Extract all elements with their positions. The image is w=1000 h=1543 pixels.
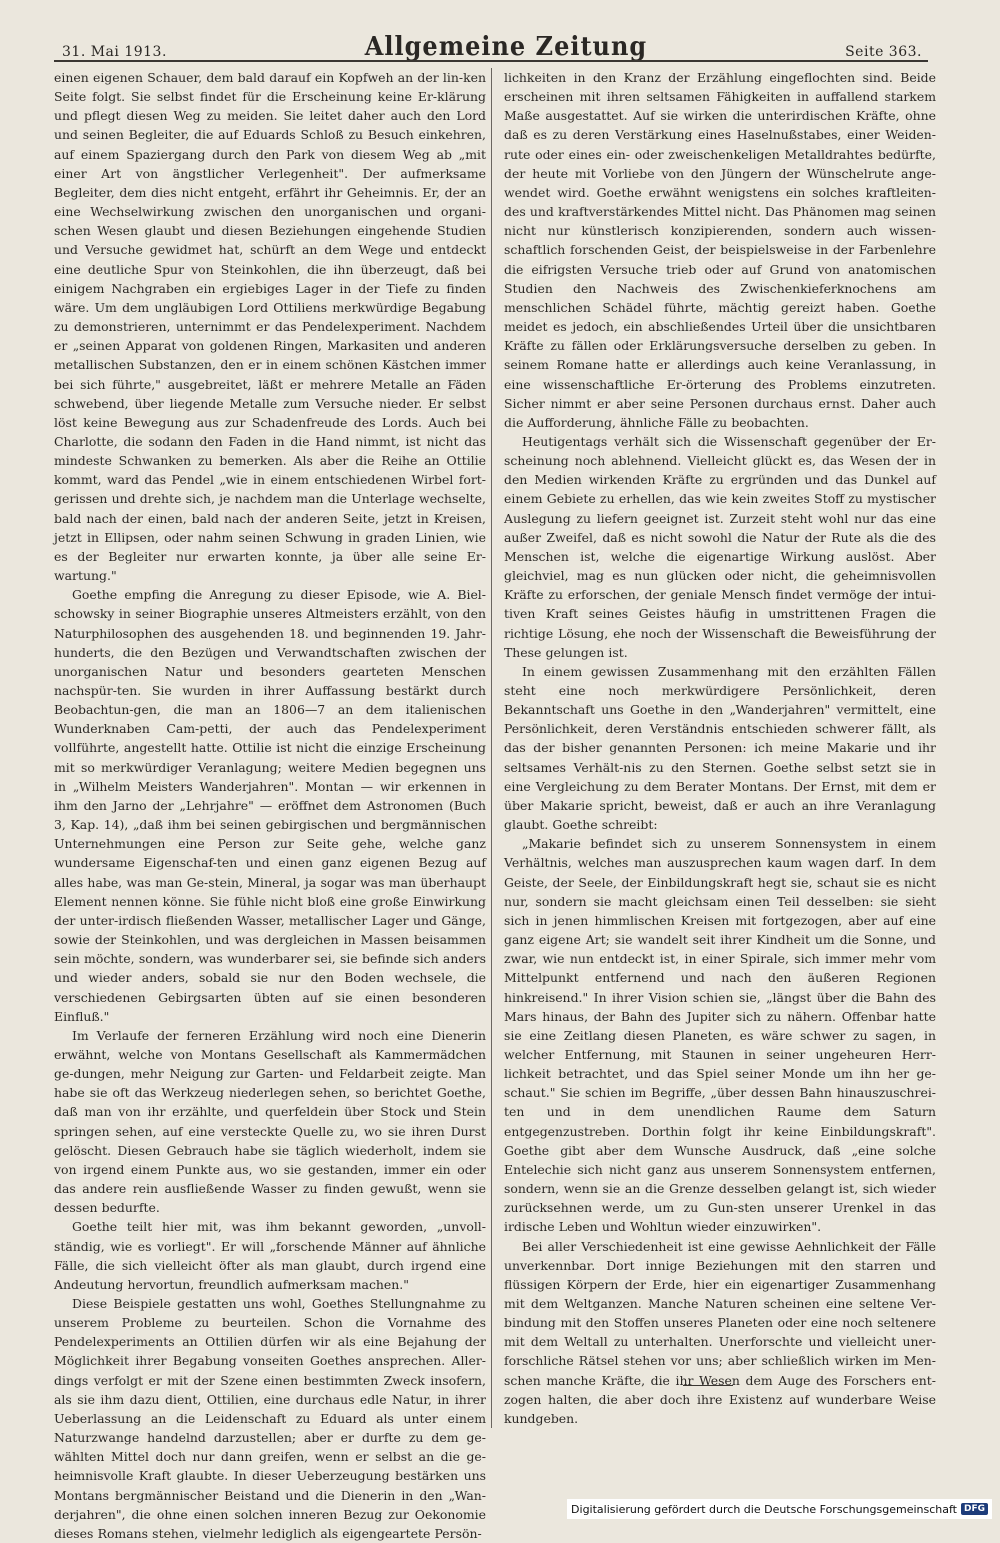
paragraph: Bei aller Verschiedenheit ist eine gewisse Aehnlichkeit der Fälle unverkennbar. Dort innige Beziehungen mit den starren und flüssigen Körpern der Erde, hier ein eigenartiger Zusammenhang mit dem Weltganzen. Manche Naturen scheinen eine seltene Ver-bindung mit den Stoffen unseres Planeten oder eine noch seltenere mit dem Weltall zu unterhalten. Unerforschte und vielleicht uner-forschliche Rätsel stehen vor uns; aber schließlich wirken im Men-schen manche Kräfte, die ihr Wesen dem Auge des Forschers ent-zogen halten, die aber doch ihre Existenz auf wunderbare Weise kundgeben. <box>504 1238 936 1426</box>
article-end-rule <box>683 1385 733 1386</box>
paragraph: Heutigentags verhält sich die Wissenschaft gegenüber der Er-scheinung noch ablehnend. Vielleicht glückt es, das Wesen der in den Medien wirkenden Kräfte zu ergründen und das Dunkel auf einem Gebiete zu erhellen, das wie kein zweites Stoff zu mystischer Auslegung zu liefern geeignet ist. Zurzeit steht wohl nur das eine außer Zweifel, daß es nicht sowohl die Natur der Rute als die des Menschen ist, welche die eigenartige Wirkung auslöst. Aber gleichviel, mag es nun glücken oder nicht, die geheimnisvollen Kräfte zu erforschen, der geniale Mensch findet vermöge der intui-tiven Kraft seines Geistes häufig in umstrittenen Fragen die richtige Lösung, ehe noch der Wissenschaft die Beweisführung der These gelungen ist. <box>504 433 936 660</box>
left-column <box>54 68 486 1543</box>
dfg-logo: DFG <box>961 1503 988 1515</box>
masthead: Allgemeine Zeitung <box>364 29 648 62</box>
funding-credit: Digitalisierung gefördert durch die Deutsche Forschungsgemeinschaft <box>571 1502 957 1516</box>
paragraph: Goethe empfing die Anregung zu dieser Episode, wie A. Biel-schowsky in seiner Biographie unseres Altmeisters erzählt, von den Naturphilosophen des ausgehenden 18. und beginnenden 19. Jahr-hunderts, die den Bezügen und Verwandtschaften zwischen der unorganischen Natur und besonders gearteten Menschen nachspür-ten. Sie wurden in ihrer Auffassung bestärkt durch Beobachtun-gen, die man an 1806—7 an dem italienischen Wunderknaben Cam-petti, der auch das Pendelexperiment vollführte, angestellt hatte. Ottilie ist nicht die einzige Erscheinung mit so merkwürdiger Veranlagung; weitere Medien begegnen uns in „Wilhelm Meisters Wanderjahren". Montan — wir erkennen in ihm den Jarno der „Lehrjahre" — eröffnet dem Astronomen (Buch 3, Kap. 14), „daß ihm bei seinen gebirgischen und bergmännischen Unternehmungen eine Person zur Seite gehe, welche ganz wundersame Eigenschaf-ten und einen ganz eigenen Bezug auf alles habe, was man Ge-stein, Mineral, ja sogar was man überhaupt Element nennen könne. Sie fühle nicht bloß eine große Einwirkung der unter-irdisch fließenden Wasser, metallischer Lager und Gänge, sowie der Steinkohlen, und was dergleichen in Massen beisammen sein möchte, sondern, was wunderbarer sei, sie befinde sich anders und wieder anders, sobald sie nur den Boden wechsele, die verschiedenen Gebirgsarten übten auf sie einen besonderen Einfluß." <box>54 587 486 1024</box>
digitization-footer <box>567 1499 992 1519</box>
paragraph: Diese Beispiele gestatten uns wohl, Goethes Stellungnahme zu unserem Probleme zu beurteilen. Schon die Vornahme des Pendelexperiments an Ottilien dürfen wir als eine Bejahung der Möglichkeit ihrer Begabung vonseiten Goethes ansprechen. Aller-dings verfolgt er mit der Szene einen bestimmten Zweck insofern, als sie ihm dazu dient, Ottilien, eine durchaus edle Natur, in ihrer Ueberlassung an die Leidenschaft zu Eduard als unter einem Naturzwange handelnd darzustellen; aber er durfte zu dem ge-wählten Mittel doch nur dann greifen, wenn er selbst an die ge-heimnisvolle Kraft glaubte. In dieser Ueberzeugung bestärken uns Montans bergmännischer Beistand und die Dienerin in den „Wan-derjahren", die ohne einen solchen inneren Bezug zur Oekonomie dieses Romans stehen, vielmehr lediglich als eigengeartete Persön- <box>54 1296 486 1541</box>
column-divider <box>491 68 492 1428</box>
right-column <box>504 68 936 1428</box>
header-rule <box>54 60 928 62</box>
paragraph: Goethe teilt hier mit, was ihm bekannt geworden, „unvoll-ständig, wie es vorliegt". Er will „forschende Männer auf ähnliche Fälle, die sich vielleicht öfter als man glaubt, durch irgend eine Andeutung hervortun, freundlich aufmerksam machen." <box>54 1219 486 1292</box>
paragraph: lichkeiten in den Kranz der Erzählung eingeflochten sind. Beide erscheinen mit ihren seltsamen Fähigkeiten in auffallend starkem Maße ausgestattet. Auf sie wirken die unterirdischen Kräfte, ohne daß es zu deren Verstärkung eines Haselnußstabes, einer Weiden-rute oder eines ein- oder zweischenkeligen Metalldrahtes bedürfte, der heute mit Vorliebe von den Jüngern der Wünschelrute ange-wendet wird. Goethe erwähnt wenigstens ein solches kraftleiten-des und kraftverstärkendes Mittel nicht. Das Phänomen mag seinen nicht nur künstlerisch konzipierenden, sondern auch wissen-schaftlich forschenden Geist, der beispielsweise in der Farbenlehre die eifrigsten Versuche trieb oder auf Grund von anatomischen Studien den Nachweis des Zwischenkieferknochens am menschlichen Schädel führte, mächtig gereizt haben. Goethe meidet es jedoch, ein abschließendes Urteil über die unsichtbaren Kräfte zu fällen oder Erklärungsversuche derselben zu geben. In seinem Romane hatte er allerdings auch keine Veranlassung, in eine wissenschaftliche Er-örterung des Problems einzutreten. Sicher nimmt er aber seine Personen durchaus ernst. Daher auch die Aufforderung, ähnliche Fälle zu beobachten. <box>504 70 936 430</box>
paragraph: Im Verlaufe der ferneren Erzählung wird noch eine Dienerin erwähnt, welche von Montans Gesellschaft als Kammermädchen ge-dungen, mehr Neigung zur Garten- und Feldarbeit zeigte. Man habe sie oft das Werkzeug niederlegen sehen, so berichtet Goethe, daß man von ihr erzählte, und querfeldein über Stock und Stein springen sehen, auf eine versteckte Quelle zu, wo sie ihren Durst gelöscht. Diesen Gebrauch habe sie täglich wiederholt, indem sie von irgend einem Punkte aus, wo sie gestanden, immer ein oder das andere rein ausfließende Wasser zu finden gewußt, wenn sie dessen bedurfte. <box>54 1027 486 1216</box>
issue-date: 31. Mai 1913. <box>62 44 167 60</box>
paragraph: einen eigenen Schauer, dem bald darauf ein Kopfweh an der lin-ken Seite folgt. Sie selbst findet für die Erscheinung keine Er-klärung und pflegt diesen Weg zu meiden. Sie leitet daher auch den Lord und seinen Begleiter, die auf Eduards Schloß zu Besuch einkehren, auf einem Spaziergang durch den Park von diesem Weg ab „mit einer Art von ängstlicher Verlegenheit". Der aufmerksame Begleiter, dem dies nicht entgeht, erfährt ihr Geheimnis. Er, der an eine Wechselwirkung zwischen den unorganischen und organi-schen Wesen glaubt und diesen Beziehungen eingehende Studien und Versuche gewidmet hat, schürft an dem Wege und entdeckt eine deutliche Spur von Steinkohlen, die ihn überzeugt, daß bei einigem Nachgraben ein ergiebiges Lager in der Tiefe zu finden wäre. Um dem ungläubigen Lord Ottiliens merkwürdige Begabung zu demonstrieren, unternimmt er das Pendelexperiment. Nachdem er „seinen Apparat von goldenen Ringen, Markasiten und anderen metallischen Substanzen, den er in einem schönen Kästchen immer bei sich führte," ausgebreitet, läßt er mehrere Metalle an Fäden schwebend, über liegende Metalle zum Versuche nieder. Er selbst löst keine Bewegung aus zur Schadenfreude des Lords. Auch bei Charlotte, die sodann den Faden in die Hand nimmt, ist nicht das mindeste Schwanken zu bemerken. Als aber die Reihe an Ottilie kommt, ward das Pendel „wie in einem entschiedenen Wirbel fort-gerissen und drehte sich, je nachdem man die Unterlage wechselte, bald nach der einen, bald nach der anderen Seite, jetzt in Kreisen, jetzt in Ellipsen, oder nahm seinen Schwung in graden Linien, wie es der Begleiter nur erwarten konnte, ja über alle seine Er-wartung." <box>54 70 486 584</box>
page-header <box>62 26 922 60</box>
page-number: Seite 363. <box>845 44 922 60</box>
paragraph: In einem gewissen Zusammenhang mit den erzählten Fällen steht eine noch merkwürdigere Persönlichkeit, deren Bekanntschaft uns Goethe in den „Wanderjahren" vermittelt, eine Persönlichkeit, deren Verständnis entschieden schwerer fällt, als das der bisher genannten Personen: ich meine Makarie und ihr seltsames Verhält-nis zu den Sternen. Goethe selbst setzt sie in eine Vergleichung zu dem Berater Montans. Der Ernst, mit dem er über Makarie spricht, beweist, daß er auch an ihre Veranlagung glaubt. Goethe schreibt: <box>504 663 936 833</box>
block-quote: „Makarie befindet sich zu unserem Sonnensystem in einem Verhältnis, welches man auszusprechen kaum wagen darf. In dem Geiste, der Seele, der Einbildungskraft hegt sie, schaut sie es nicht nur, sondern sie macht gleichsam einen Teil desselben: sie sieht sich in jenen himmlischen Kreisen mit fortgezogen, aber auf eine ganz eigene Art; sie wandelt seit ihrer Kindheit um die Sonne, und zwar, wie nun entdeckt ist, in einer Spirale, sich immer mehr vom Mittelpunkt entfernend und nach den äußeren Regionen hinkreisend." In ihrer Vision schien sie, „längst über die Bahn des Mars hinaus, der Bahn des Jupiter sich zu nähern. Offenbar hatte sie eine Zeitlang diesen Planeten, es wäre schwer zu sagen, in welcher Entfernung, mit Staunen in seiner ungeheuren Herr-lichkeit betrachtet, und das Spiel seiner Monde um ihn her ge-schaut." Sie schien im Begriffe, „über dessen Bahn hinauszuschrei-ten und in dem unendlichen Raume dem Saturn entgegenzustreben. Dorthin folgt ihr keine Einbildungskraft". Goethe gibt aber dem Wunsche Ausdruck, daß „eine solche Entelechie sich nicht ganz aus unserem Sonnensystem entfernen, sondern, wenn sie an die Grenze desselben gelangt ist, sich wieder zurücksehnen werde, um zu Gun-sten unserer Urenkel in das irdische Leben und Wohltun wieder einzuwirken". <box>504 836 936 1235</box>
